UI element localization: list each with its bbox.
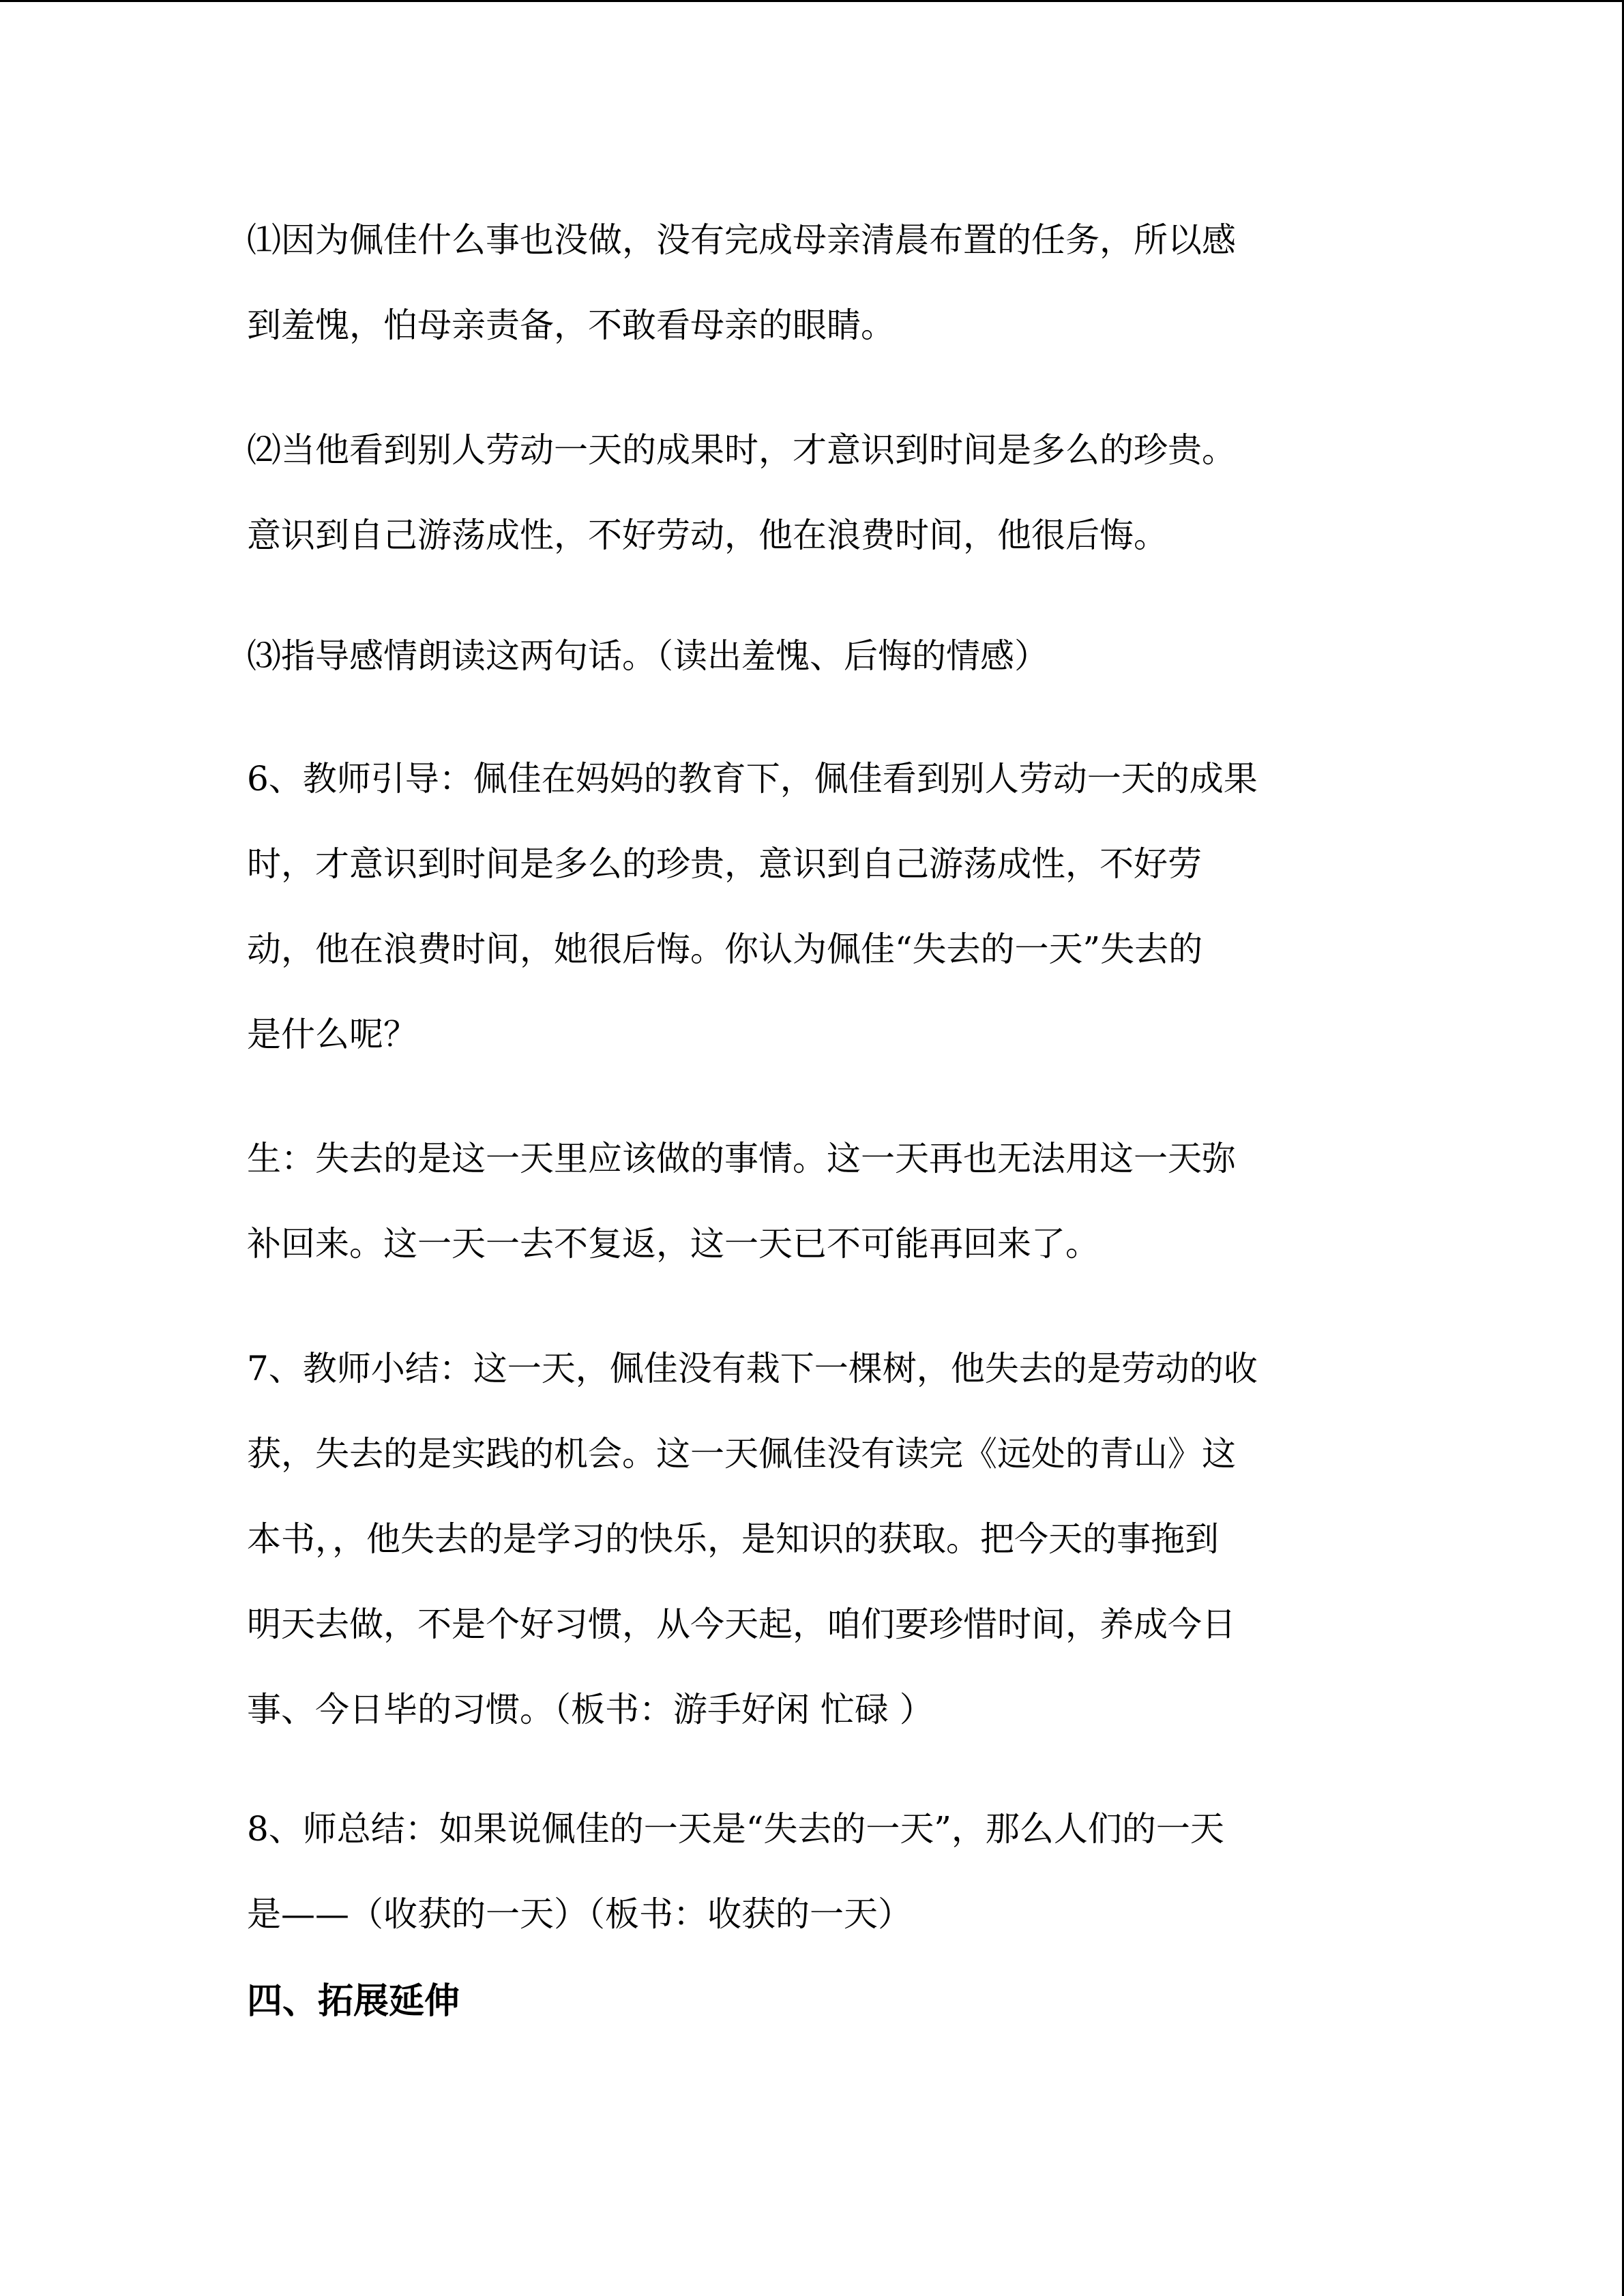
text-line: ⑶指导感情朗读这两句话。（读出羞愧、后悔的情感） (247, 636, 1048, 676)
text-line: 本书，，他失去的是学习的快乐，是知识的获取。把今天的事拖到 (247, 1519, 1219, 1559)
text-line: 意识到自己游荡成性，不好劳动，他在浪费时间，他很后悔。 (247, 516, 1168, 555)
paragraph-student-answer (247, 1116, 1379, 1287)
text-line: ⑵当他看到别人劳动一天的成果时，才意识到时间是多么的珍贵。 (247, 430, 1236, 470)
paragraph-reason-regret (247, 408, 1379, 578)
text-line: 明天去做，不是个好习惯，从今天起，咱们要珍惜时间，养成今日 (247, 1605, 1236, 1644)
text-line: ⑴因为佩佳什么事也没做，没有完成母亲清晨布置的任务，所以感 (247, 220, 1236, 260)
text-line: 是——（收获的一天）（板书：收获的一天） (247, 1894, 912, 1934)
text-line: 获，失去的是实践的机会。这一天佩佳没有读完《远处的青山》这 (247, 1434, 1236, 1474)
paragraph-teacher-summary (247, 1326, 1379, 1753)
text-line: 事、今日毕的习惯。（板书：游手好闲 忙碌 ） (247, 1690, 934, 1729)
text-line: 7、教师小结：这一天，佩佳没有栽下一棵树，他失去的是劳动的收 (247, 1349, 1258, 1388)
text-line: 到羞愧，怕母亲责备，不敢看母亲的眼睛。 (247, 305, 895, 345)
text-line: 是什么呢？ (247, 1015, 417, 1054)
paragraph-reading-guidance (247, 614, 1379, 699)
page-top-border (0, 0, 1624, 2)
section-heading: 四、拓展延伸 (247, 1980, 460, 2022)
text-line: 6、教师引导：佩佳在妈妈的教育下，佩佳看到别人劳动一天的成果 (247, 759, 1258, 799)
paragraph-teacher-guide (247, 736, 1379, 1077)
text-line: 动，他在浪费时间，她很后悔。你认为佩佳“失去的一天”失去的 (247, 929, 1203, 969)
paragraph-reason-ashamed (247, 198, 1379, 368)
text-line: 生：失去的是这一天里应该做的事情。这一天再也无法用这一天弥 (247, 1139, 1236, 1178)
text-line: 8、师总结：如果说佩佳的一天是“失去的一天”，那么人们的一天 (247, 1809, 1224, 1849)
text-line: 时，才意识到时间是多么的珍贵，意识到自己游荡成性，不好劳 (247, 844, 1202, 884)
text-line: 补回来。这一天一去不复返，这一天已不可能再回来了。 (247, 1224, 1099, 1264)
paragraph-final-summary (247, 1787, 1379, 1957)
